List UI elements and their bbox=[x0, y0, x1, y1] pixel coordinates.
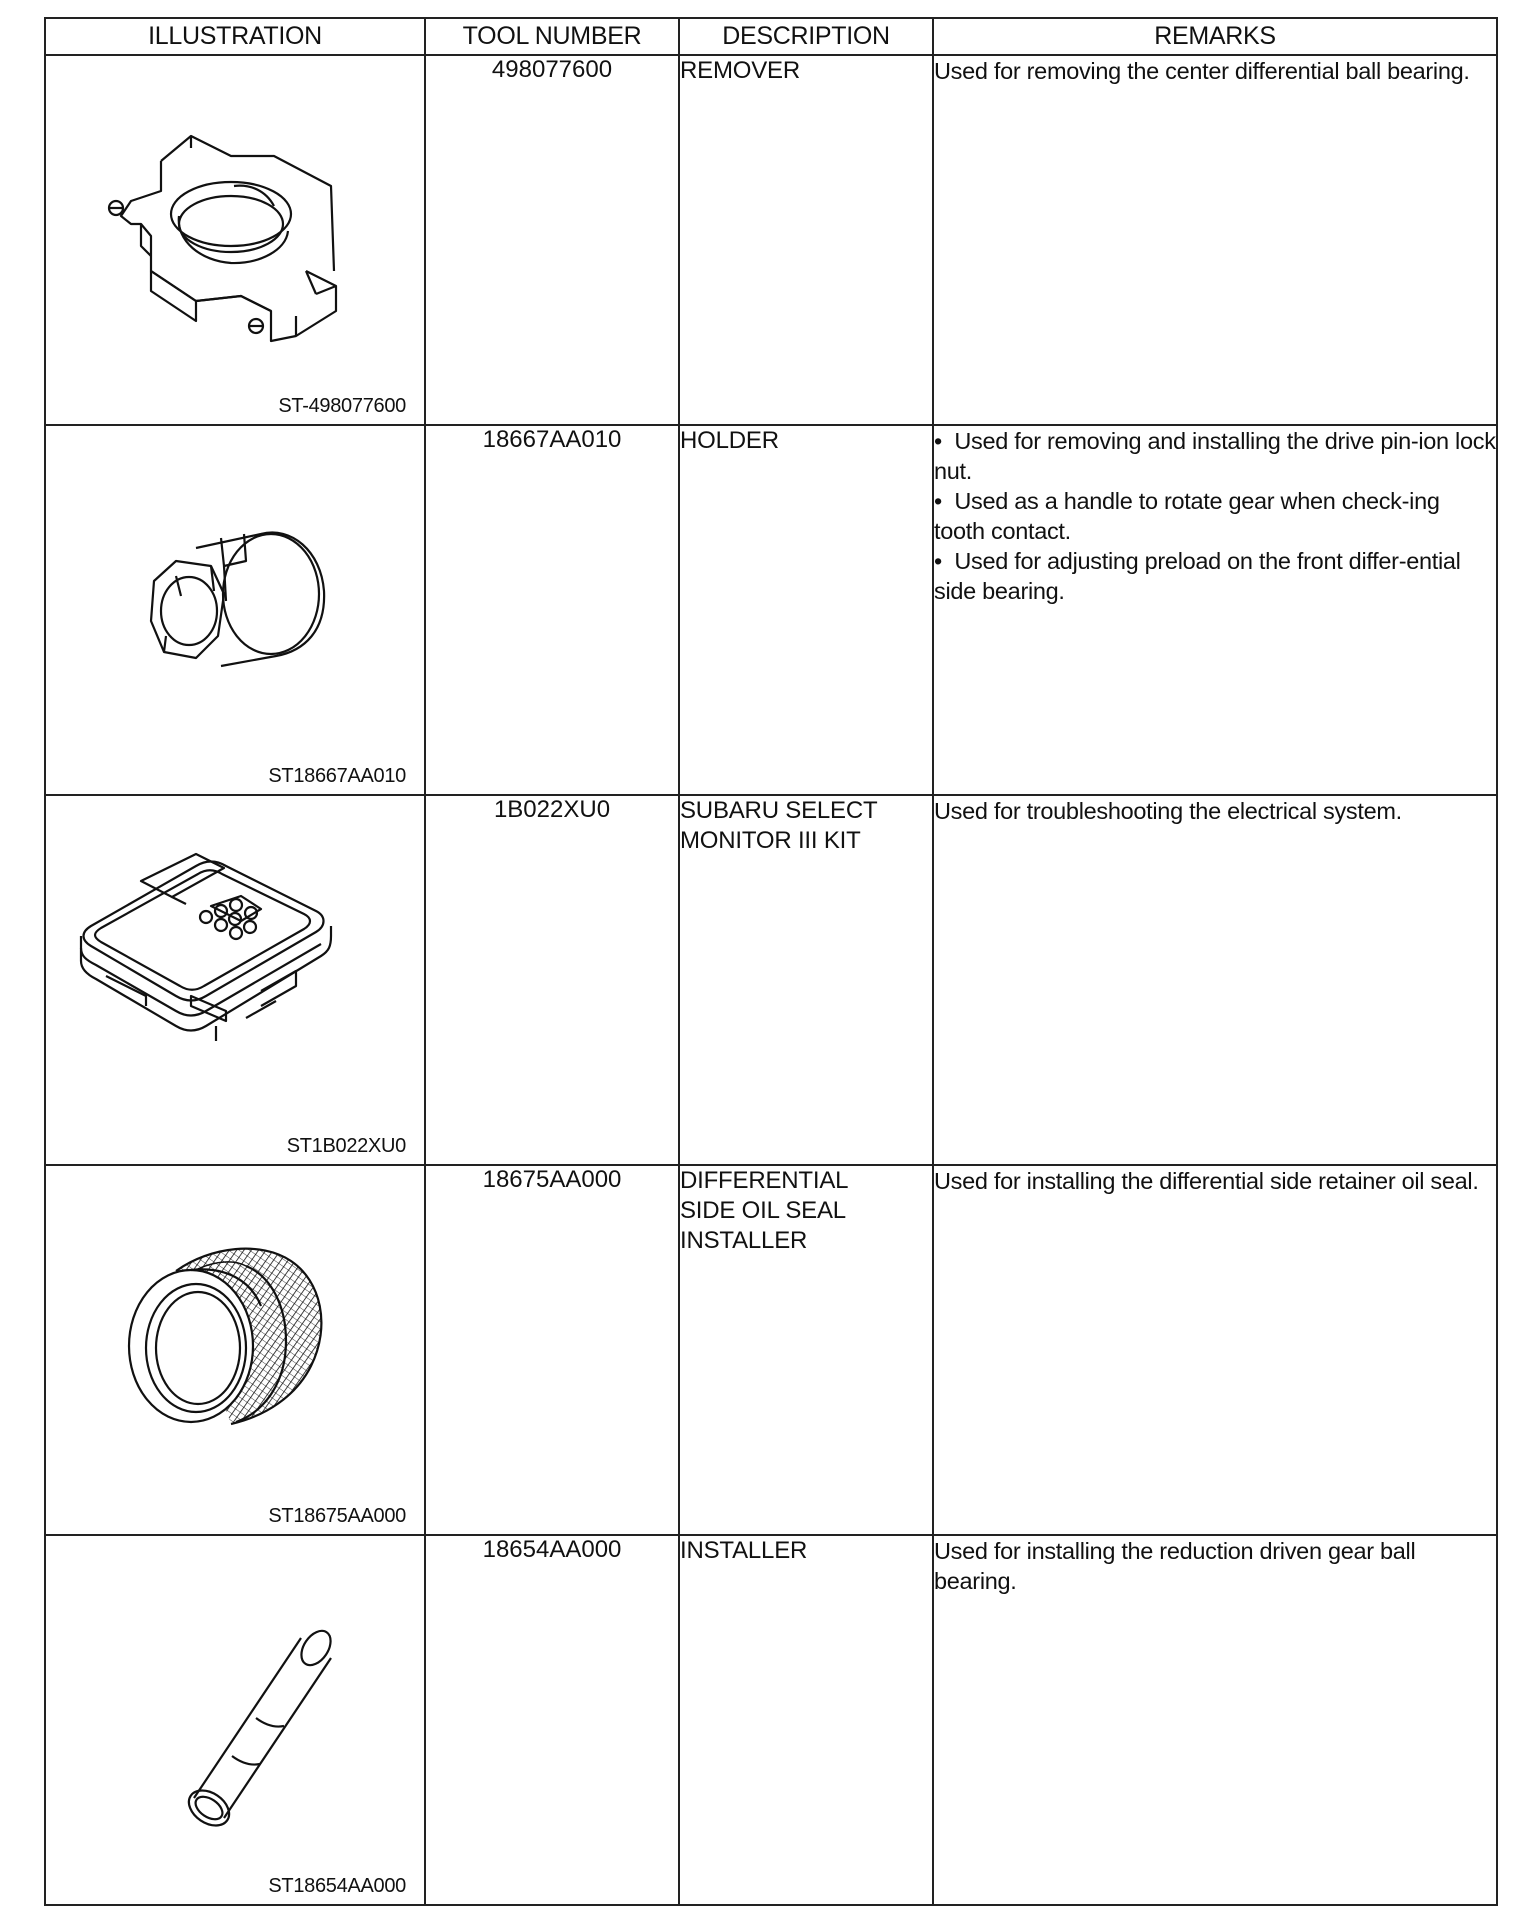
table-row bbox=[45, 1165, 1497, 1535]
installer-pipe-icon bbox=[46, 1536, 424, 1906]
remover-clamp-icon bbox=[46, 56, 424, 426]
remarks-bullet: • Used for adjusting preload on the front differ-ential side bearing. bbox=[934, 546, 1496, 606]
tool-remarks: Used for removing the center differential ball bearing. bbox=[933, 55, 1497, 425]
tool-number: 18675AA000 bbox=[425, 1165, 679, 1535]
tool-description bbox=[679, 55, 933, 425]
illustration-cell bbox=[45, 425, 425, 795]
illustration-cell bbox=[45, 1535, 425, 1905]
holder-socket-icon bbox=[46, 426, 424, 796]
tool-description bbox=[679, 425, 933, 795]
remarks-bullet: • Used for removing and installing the drive pin-ion lock nut. bbox=[934, 426, 1496, 486]
tool-description bbox=[679, 1535, 933, 1905]
illustration-code: ST-498077600 bbox=[278, 395, 406, 417]
tool-remarks: Used for installing the differential side retainer oil seal. bbox=[933, 1165, 1497, 1535]
table-header-row bbox=[45, 18, 1497, 55]
illustration-code: ST18675AA000 bbox=[268, 1505, 406, 1527]
tool-remarks bbox=[933, 425, 1497, 795]
description-line: INSTALLER bbox=[680, 1227, 808, 1254]
tool-remarks: Used for troubleshooting the electrical system. bbox=[933, 795, 1497, 1165]
special-tools-table bbox=[44, 17, 1498, 1906]
illustration-code: ST1B022XU0 bbox=[286, 1135, 406, 1157]
description-line: SUBARU SELECT bbox=[680, 797, 878, 824]
header-description: DESCRIPTION bbox=[679, 18, 933, 55]
tool-number: 498077600 bbox=[425, 55, 679, 425]
description-line: DIFFERENTIAL bbox=[680, 1167, 849, 1194]
description-line: HOLDER bbox=[680, 427, 779, 454]
tool-number: 1B022XU0 bbox=[425, 795, 679, 1165]
tool-number: 18654AA000 bbox=[425, 1535, 679, 1905]
header-tool-number: TOOL NUMBER bbox=[425, 18, 679, 55]
remarks-bullet: • Used as a handle to rotate gear when check-ing tooth contact. bbox=[934, 486, 1496, 546]
description-line: MONITOR III KIT bbox=[680, 827, 861, 854]
tool-number: 18667AA010 bbox=[425, 425, 679, 795]
description-line: SIDE OIL SEAL bbox=[680, 1197, 846, 1224]
illustration-cell bbox=[45, 1165, 425, 1535]
illustration-code: ST18667AA010 bbox=[268, 765, 406, 787]
illustration-cell bbox=[45, 795, 425, 1165]
select-monitor-device-icon bbox=[46, 796, 424, 1166]
header-illustration: ILLUSTRATION bbox=[45, 18, 425, 55]
illustration-code: ST18654AA000 bbox=[268, 1875, 406, 1897]
table-row bbox=[45, 425, 1497, 795]
table-row bbox=[45, 55, 1497, 425]
illustration-cell bbox=[45, 55, 425, 425]
tool-remarks: Used for installing the reduction driven gear ball bearing. bbox=[933, 1535, 1497, 1905]
remarks-bullet-list bbox=[934, 426, 1496, 606]
oil-seal-installer-icon bbox=[46, 1166, 424, 1536]
description-line: REMOVER bbox=[680, 57, 800, 84]
description-line: INSTALLER bbox=[680, 1537, 808, 1564]
table-row bbox=[45, 795, 1497, 1165]
tool-description bbox=[679, 1165, 933, 1535]
header-remarks: REMARKS bbox=[933, 18, 1497, 55]
tool-description bbox=[679, 795, 933, 1165]
table-row bbox=[45, 1535, 1497, 1905]
